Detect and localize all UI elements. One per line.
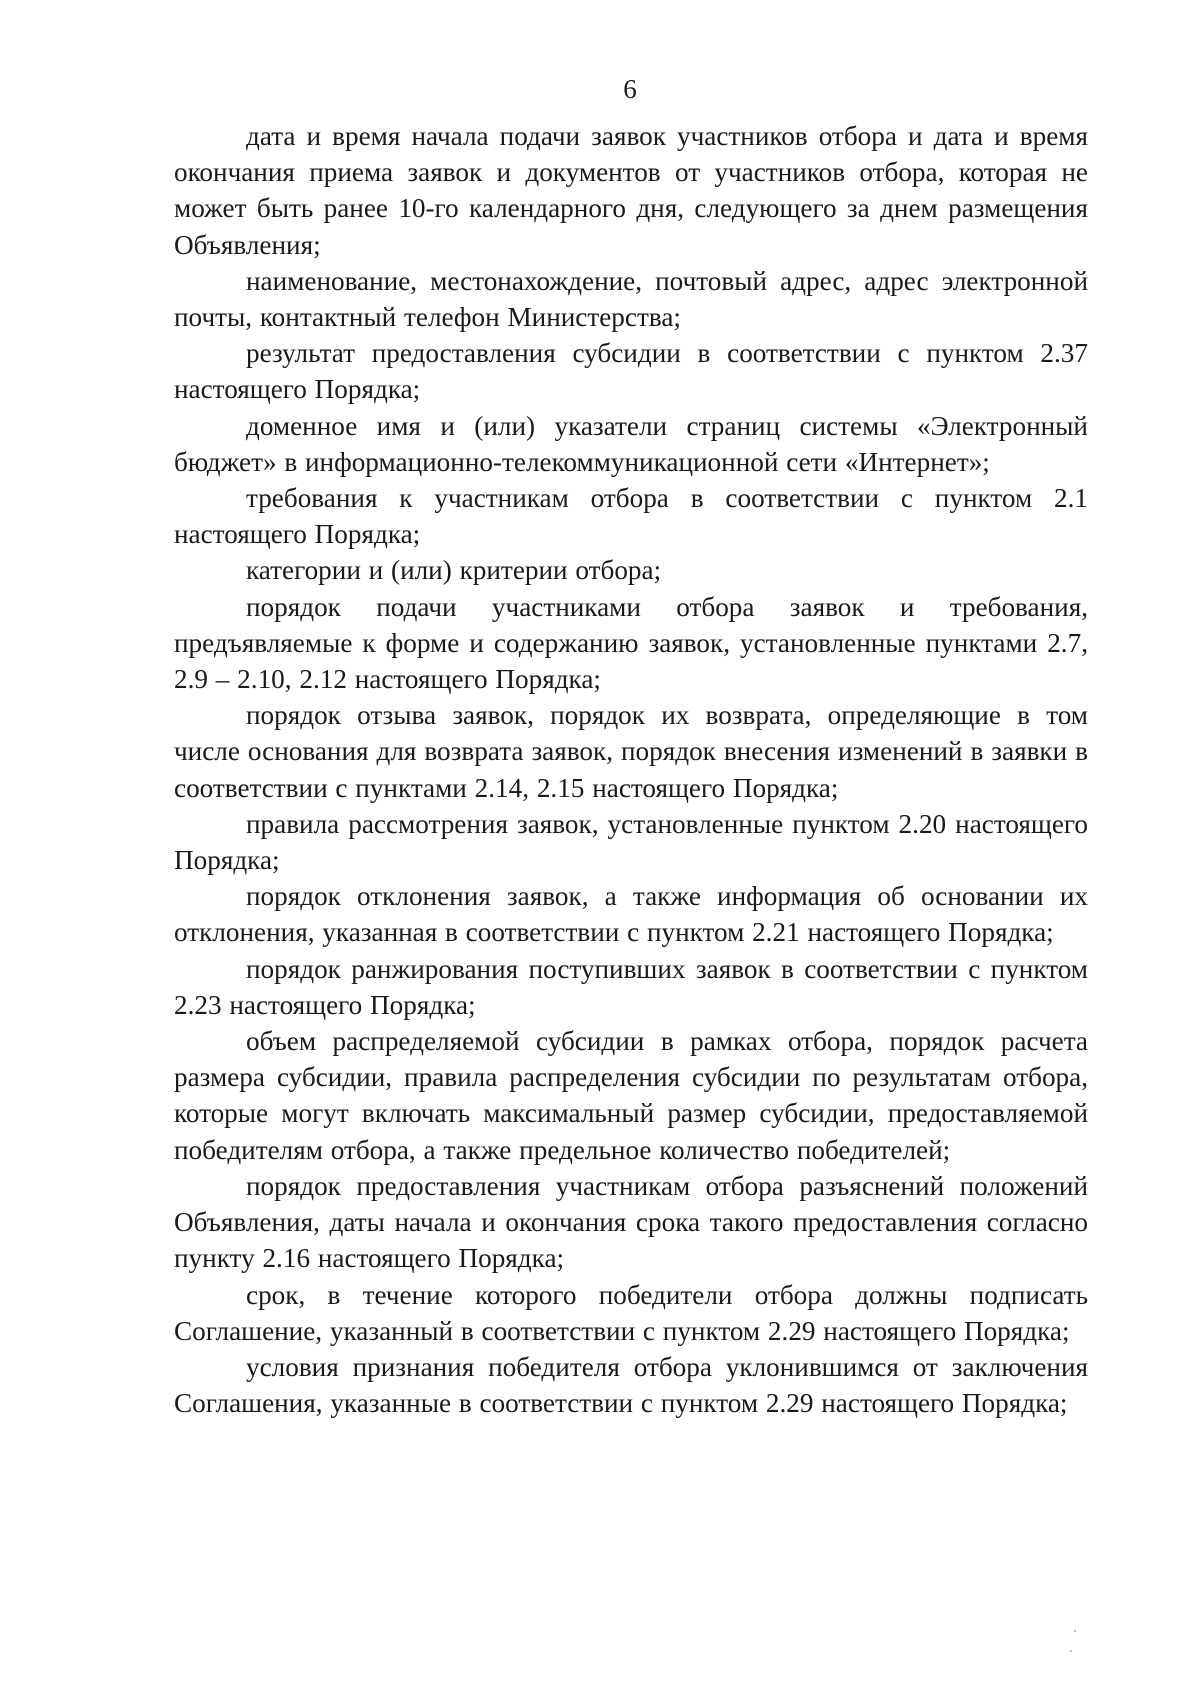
paragraph-signing-deadline: срок, в течение которого победители отбора должны подписать Соглашение, указанный в соответствии с пунктом 2.29 настоящего Порядка;	[174, 1279, 1088, 1346]
page-number: 6	[623, 74, 637, 104]
paragraph-subsidy-result: результат предоставления субсидии в соответствии с пунктом 2.37 настоящего Порядка;	[174, 338, 1088, 405]
paragraph-participant-requirements: требования к участникам отбора в соответствии с пунктом 2.1 настоящего Порядка;	[174, 483, 1088, 550]
paragraph-subsidy-volume: объем распределяемой субсидии в рамках отбора, порядок расчета размера субсидии, правила распределения субсидии по результатам отбора, которые могут включать максимальный размер субсидии, предоставляемой победителям отбора, а также предельное количество победителей;	[174, 1026, 1088, 1165]
paragraph-clarifications: порядок предоставления участникам отбора разъяснений положений Объявления, даты начала и окончания срока такого предоставления согласно пункту 2.16 настоящего Порядка;	[174, 1170, 1088, 1274]
paragraph-ministry-contacts: наименование, местонахождение, почтовый адрес, адрес электронной почты, контактный телефон Министерства;	[174, 265, 1088, 333]
paragraph-review-rules: правила рассмотрения заявок, установленные пунктом 2.20 настоящего Порядка;	[174, 808, 1088, 876]
paragraph-rejection-procedure: порядок отклонения заявок, а также информация об основании их отклонения, указанная в соответствии с пунктом 2.21 настоящего Порядка;	[174, 881, 1088, 948]
paragraph-withdrawal-procedure: порядок отзыва заявок, порядок их возврата, определяющие в том числе основания для возврата заявок, порядок внесения изменений в заявки в соответствии с пунктами 2.14, 2.15 настоящего Порядка;	[174, 700, 1088, 803]
paragraph-submission-procedure: порядок подачи участниками отбора заявок и требования, предъявляемые к форме и содержанию заявок, установленные пунктами 2.7, 2.9 – 2.10, 2.12 настоящего Порядка;	[174, 591, 1088, 695]
paragraph-evasion-conditions: условия признания победителя отбора уклонившимся от заключения Соглашения, указанные в соответствии с пунктом 2.29 настоящего Порядка;	[174, 1351, 1088, 1419]
scan-speck	[1070, 1650, 1072, 1652]
document-body	[174, 118, 1088, 1421]
paragraph-application-dates: дата и время начала подачи заявок участников отбора и дата и время окончания приема заявок и документов от участников отбора, которая не может быть ранее 10-го календарного дня, следующего за днем размещения Объявления;	[174, 121, 1088, 260]
paragraph-ranking-procedure: порядок ранжирования поступивших заявок в соответствии с пунктом 2.23 настоящего Порядка;	[174, 953, 1088, 1020]
paragraph-selection-criteria: категории и (или) критерии отбора;	[246, 555, 662, 586]
scan-speck	[1074, 1630, 1076, 1632]
paragraph-domain-name: доменное имя и (или) указатели страниц системы «Электронный бюджет» в информационно-телекоммуникационной сети «Интернет»;	[174, 410, 1088, 477]
